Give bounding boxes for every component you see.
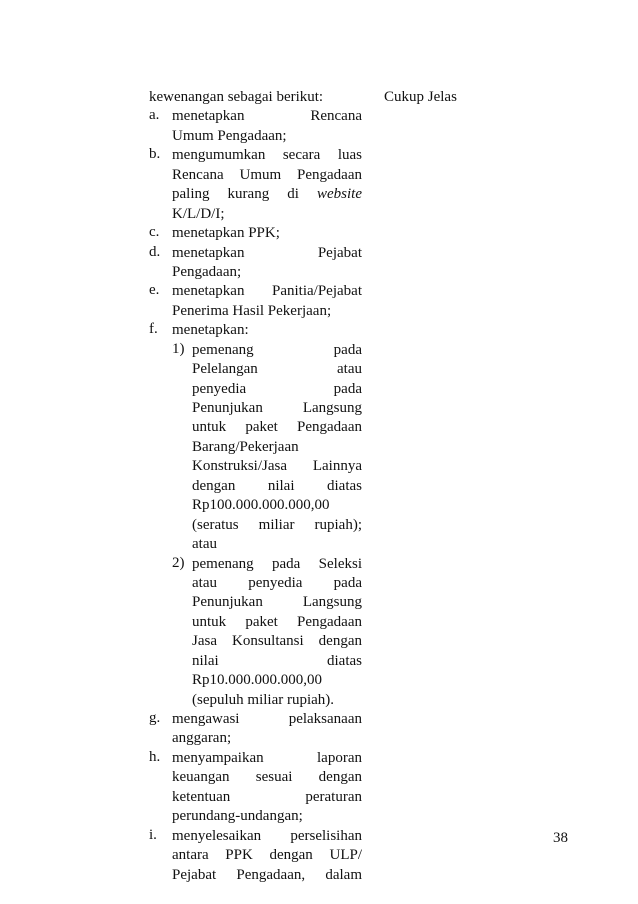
list-item-f	[149, 321, 362, 340]
sub-item-text-line: (seratus miliar rupiah);	[192, 516, 362, 533]
right-column	[384, 88, 457, 107]
list-item-text-line: Umum Pengadaan;	[172, 127, 287, 144]
list-item-marker: c.	[149, 224, 160, 241]
sub-item-marker: 1)	[172, 340, 185, 357]
list-item-marker: g.	[149, 710, 161, 726]
item-list	[149, 107, 362, 340]
sub-item-text-line: atau penyedia pada	[192, 574, 362, 591]
sub-item-text-line: atau	[192, 536, 217, 553]
explanation-note: Cukup Jelas	[384, 89, 457, 105]
sub-item-text-line: Jasa Konsultansi dengan	[192, 633, 362, 650]
list-item-e	[149, 282, 362, 321]
sub-item-list	[149, 341, 362, 710]
sub-item-text-line: Rp10.000.000.000,00	[192, 672, 323, 689]
list-item-text-line: menetapkan Rencana	[172, 108, 362, 125]
sub-item-2	[149, 555, 362, 711]
sub-item-1	[149, 341, 362, 555]
sub-item-text-line: pemenang pada Seleksi	[192, 555, 362, 572]
intro-line: kewenangan sebagai berikut:	[149, 89, 324, 105]
list-item-i	[149, 827, 362, 885]
list-item-b	[149, 146, 362, 224]
list-item-marker: h.	[149, 748, 161, 765]
sub-item-text-line: untuk paket Pengadaan	[192, 419, 362, 436]
left-column	[149, 88, 362, 885]
page-number: 38	[553, 830, 568, 846]
sub-item-text-line: untuk paket Pengadaan	[192, 613, 362, 630]
list-item-text-line: K/L/D/I;	[172, 205, 225, 222]
list-item-text-line: perundang-undangan;	[172, 808, 303, 825]
list-item-g	[149, 710, 362, 749]
item-list-continued	[149, 710, 362, 885]
list-item-marker: e.	[149, 282, 160, 299]
sub-item-text-line: (sepuluh miliar rupiah).	[192, 691, 335, 708]
list-item-text-line: menetapkan PPK;	[172, 225, 280, 242]
sub-item-text-line: Barang/Pekerjaan	[192, 438, 299, 455]
sub-item-text-line: Penunjukan Langsung	[192, 594, 362, 611]
list-item-text-line: Penerima Hasil Pekerjaan;	[172, 302, 332, 319]
list-item-marker: f.	[149, 321, 158, 338]
list-item-text-line: keuangan sesuai dengan	[172, 769, 362, 786]
list-item-text-line: mengawasi pelaksanaan	[172, 711, 362, 727]
list-item-a	[149, 107, 362, 146]
sub-item-text-line: Konstruksi/Jasa Lainnya	[192, 458, 362, 475]
list-item-text-line: menetapkan Pejabat	[172, 244, 362, 261]
list-item-text-line: anggaran;	[172, 730, 232, 747]
sub-item-text-line: Pelelangan atau	[192, 361, 362, 378]
list-item-text-line: menyelesaikan perselisihan	[172, 827, 362, 844]
list-item-text-line: menetapkan:	[172, 322, 249, 339]
sub-item-text-line: pemenang pada	[192, 341, 362, 358]
list-item-marker: i.	[149, 826, 157, 843]
list-item-marker: b.	[149, 146, 161, 163]
list-item-text-line: paling kurang di website	[172, 186, 362, 203]
list-item-text-line: menetapkan Panitia/Pejabat	[172, 283, 362, 300]
sub-item-text-line: penyedia pada	[192, 380, 362, 397]
list-item-d	[149, 244, 362, 283]
list-item-marker: d.	[149, 243, 161, 260]
sub-item-marker: 2)	[172, 554, 185, 571]
list-item-text-line: mengumumkan secara luas	[172, 147, 362, 164]
sub-item-text-line: Penunjukan Langsung	[192, 400, 362, 416]
list-item-text-line: Pejabat Pengadaan, dalam	[172, 866, 362, 883]
list-item-text-line: Pengadaan;	[172, 263, 242, 280]
list-item-text-line: menyampaikan laporan	[172, 749, 362, 766]
sub-item-text-line: nilai diatas	[192, 652, 362, 669]
list-item-text-line: antara PPK dengan ULP/	[172, 847, 362, 864]
list-item-text-line: ketentuan peraturan	[172, 788, 362, 805]
sub-item-text-line: Rp100.000.000.000,00	[192, 497, 330, 514]
list-item-text-line: Rencana Umum Pengadaan	[172, 166, 362, 183]
list-item-marker: a.	[149, 107, 160, 124]
list-item-c	[149, 224, 362, 243]
list-item-h	[149, 749, 362, 827]
sub-item-text-line: dengan nilai diatas	[192, 477, 362, 494]
